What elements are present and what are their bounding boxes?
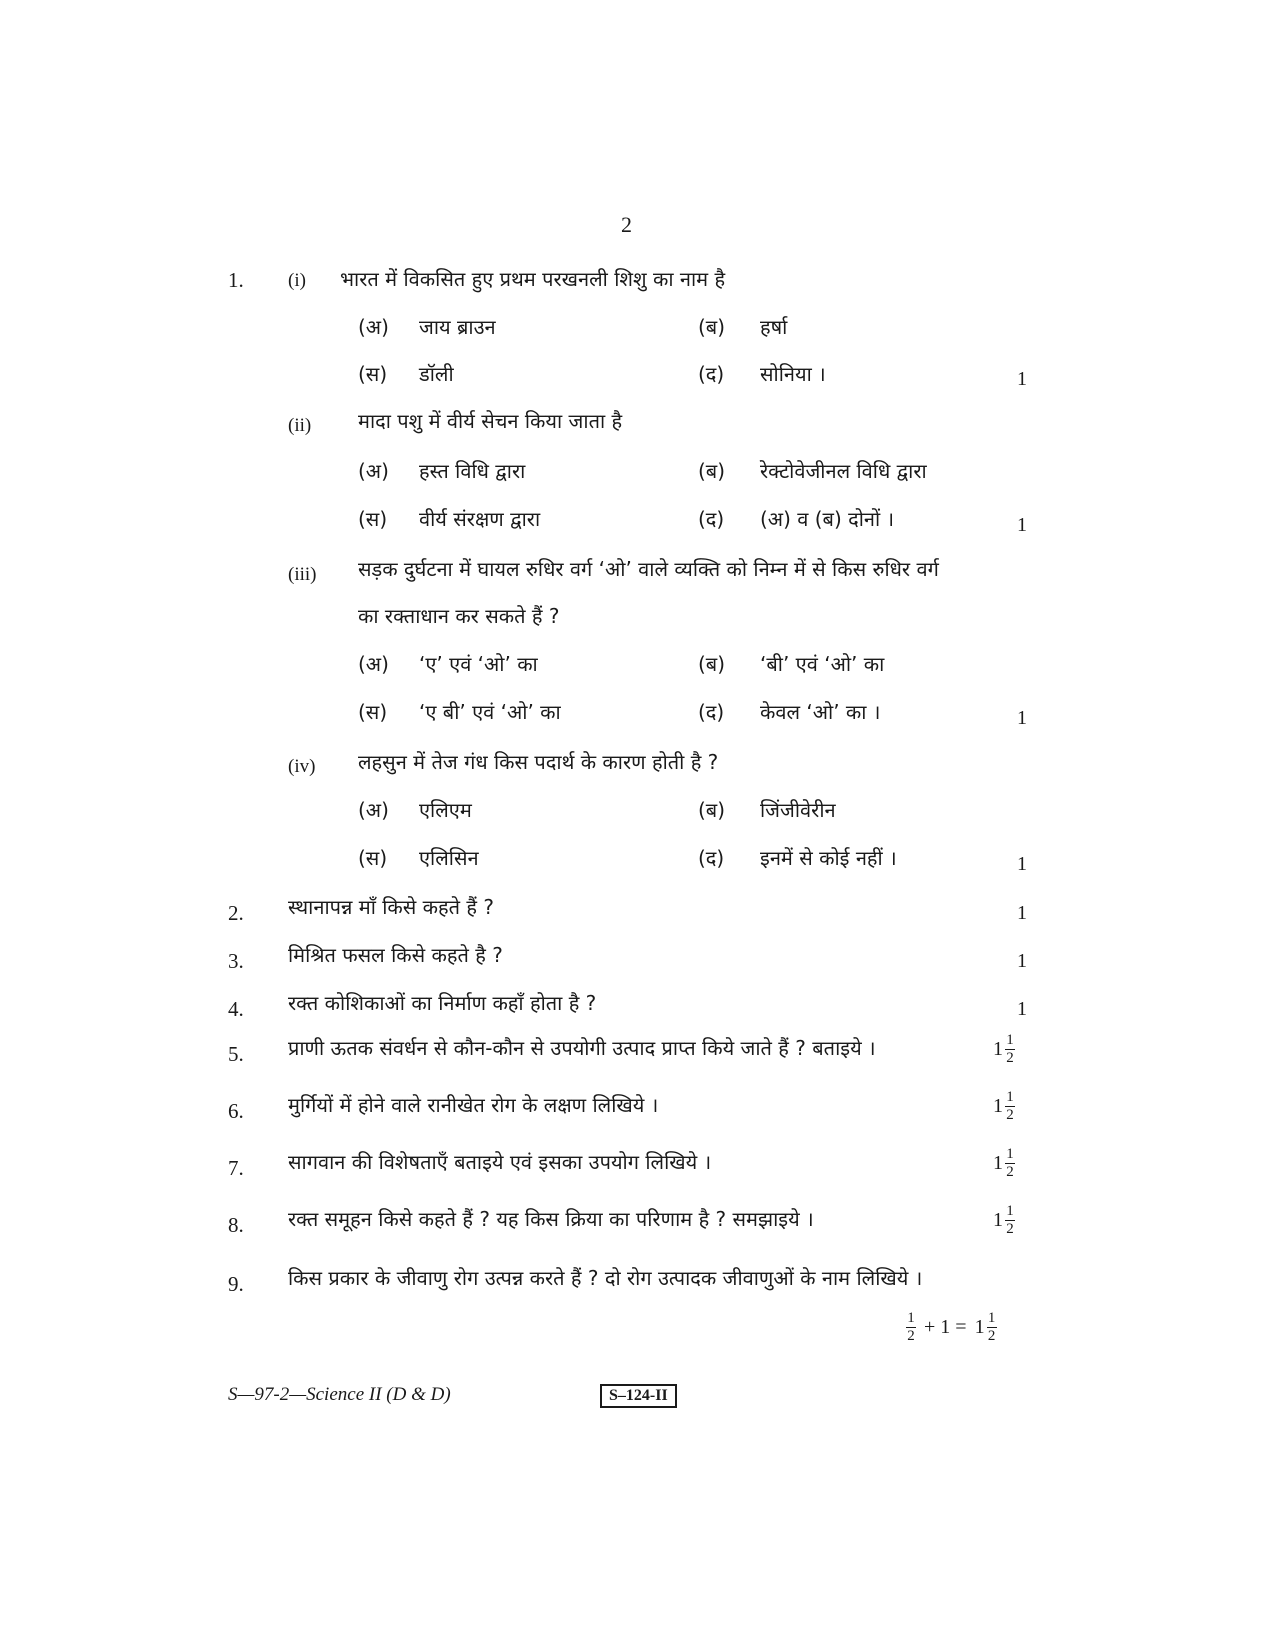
option-label: (स) — [358, 507, 388, 531]
option-label: (अ) — [358, 459, 389, 483]
page-number: 2 — [621, 212, 632, 237]
marks-plus-equals: + 1 = — [924, 1316, 967, 1338]
option-text: डॉली — [419, 362, 454, 386]
option-text: ‘ए’ एवं ‘ओ’ का — [419, 652, 538, 676]
option-text: ‘बी’ एवं ‘ओ’ का — [760, 652, 885, 676]
option-label: (द) — [698, 846, 725, 870]
marks-whole: 1 — [993, 1152, 1003, 1174]
marks-mixed-fraction — [993, 1146, 1015, 1181]
option-label: (अ) — [358, 315, 389, 339]
option-label: (द) — [698, 700, 725, 724]
subpart-label: (iii) — [288, 564, 317, 585]
marks-expression — [906, 1310, 997, 1345]
marks-fraction — [1005, 1032, 1015, 1067]
question-text: रक्त कोशिकाओं का निर्माण कहाँ होता है ? — [288, 991, 597, 1015]
question-text: प्राणी ऊतक संवर्धन से कौन-कौन से उपयोगी उत्पाद प्राप्त किये जाते हैं ? बताइये । — [288, 1036, 876, 1060]
question-text: किस प्रकार के जीवाणु रोग उत्पन्न करते हैं ? दो रोग उत्पादक जीवाणुओं के नाम लिखिये । — [288, 1266, 923, 1290]
fraction-numerator: 1 — [907, 1310, 915, 1326]
subpart-text-line1: सड़क दुर्घटना में घायल रुधिर वर्ग ‘ओ’ वाले व्यक्ति को निम्न में से किस रुधिर वर्ग — [358, 557, 939, 581]
question-text: रक्त समूहन किसे कहते हैं ? यह किस क्रिया का परिणाम है ? समझाइये । — [288, 1207, 814, 1231]
subpart-text: भारत में विकसित हुए प्रथम परखनली शिशु का नाम है — [340, 267, 726, 291]
option-label: (ब) — [698, 315, 726, 339]
marks-mixed-fraction — [993, 1203, 1015, 1238]
marks-whole: 1 — [974, 1316, 985, 1338]
subpart-label: (ii) — [288, 415, 312, 436]
marks: 1 — [1017, 902, 1027, 924]
marks-fraction — [1005, 1203, 1015, 1238]
fraction-denominator: 2 — [907, 1328, 915, 1344]
option-label: (ब) — [698, 652, 726, 676]
marks-mixed-fraction — [993, 1032, 1015, 1067]
marks-whole: 1 — [993, 1209, 1003, 1231]
question-number: 4. — [228, 997, 244, 1021]
fraction-numerator: 1 — [1006, 1032, 1014, 1048]
marks-mixed-fraction — [993, 1089, 1015, 1124]
option-text: रेक्टोवेजीनल विधि द्वारा — [760, 459, 927, 483]
marks: 1 — [1017, 514, 1027, 536]
option-label: (स) — [358, 846, 388, 870]
option-label: (द) — [698, 507, 725, 531]
question-number: 3. — [228, 949, 244, 973]
option-label: (ब) — [698, 459, 726, 483]
option-text: जिंजीवेरीन — [760, 798, 836, 822]
marks: 1 — [1017, 707, 1027, 729]
question-text: मुर्गियों में होने वाले रानीखेत रोग के लक्षण लिखिये । — [288, 1093, 659, 1117]
question-number: 2. — [228, 901, 244, 925]
fraction-denominator: 2 — [1006, 1107, 1014, 1123]
marks: 1 — [1017, 368, 1027, 390]
fraction-denominator: 2 — [1006, 1050, 1014, 1066]
question-number: 6. — [228, 1099, 244, 1123]
option-text: सोनिया । — [760, 362, 826, 386]
fraction-numerator: 1 — [1006, 1203, 1014, 1219]
question-text: मिश्रित फसल किसे कहते है ? — [288, 943, 503, 967]
option-text: जाय ब्राउन — [419, 315, 496, 339]
option-text: वीर्य संरक्षण द्वारा — [419, 507, 541, 531]
fraction-denominator: 2 — [1006, 1164, 1014, 1180]
subpart-label: (i) — [288, 270, 306, 291]
option-text: इनमें से कोई नहीं । — [760, 846, 897, 870]
fraction-denominator: 2 — [1006, 1221, 1014, 1237]
option-text: (अ) व (ब) दोनों । — [760, 507, 895, 531]
marks: 1 — [1017, 998, 1027, 1020]
footer-paper-code: S—97-2—Science II (D & D) — [228, 1384, 451, 1405]
marks-fraction — [1005, 1146, 1015, 1181]
option-text: हस्त विधि द्वारा — [419, 459, 526, 483]
marks-whole: 1 — [993, 1038, 1003, 1060]
subpart-text-line2: का रक्ताधान कर सकते हैं ? — [358, 604, 560, 628]
marks-fraction — [987, 1310, 997, 1345]
marks: 1 — [1017, 950, 1027, 972]
fraction-denominator: 2 — [987, 1328, 996, 1344]
option-text: हर्षा — [760, 315, 788, 339]
subpart-text: मादा पशु में वीर्य सेचन किया जाता है — [358, 409, 623, 433]
option-label: (ब) — [698, 798, 726, 822]
option-text: एलिएम — [419, 798, 472, 822]
fraction-numerator: 1 — [987, 1310, 996, 1326]
question-text: सागवान की विशेषताएँ बताइये एवं इसका उपयोग लिखिये । — [288, 1150, 712, 1174]
question-number: 7. — [228, 1156, 244, 1180]
marks: 1 — [1017, 853, 1027, 875]
option-label: (अ) — [358, 798, 389, 822]
question-number: 8. — [228, 1213, 244, 1237]
subpart-label: (iv) — [288, 756, 316, 777]
footer-series-code: S–124-II — [600, 1384, 677, 1408]
option-label: (द) — [698, 362, 725, 386]
question-number: 5. — [228, 1042, 244, 1066]
option-label: (स) — [358, 700, 388, 724]
option-text: केवल ‘ओ’ का । — [760, 700, 881, 724]
question-number: 9. — [228, 1272, 244, 1296]
question-text: स्थानापन्न माँ किसे कहते हैं ? — [288, 895, 494, 919]
marks-whole: 1 — [993, 1095, 1003, 1117]
question-number: 1. — [228, 268, 244, 292]
fraction-numerator: 1 — [1006, 1089, 1014, 1105]
marks-fraction — [1005, 1089, 1015, 1124]
fraction-numerator: 1 — [1006, 1146, 1014, 1162]
option-text: एलिसिन — [419, 846, 479, 870]
option-label: (स) — [358, 362, 388, 386]
marks-fraction — [906, 1310, 916, 1345]
option-text: ‘ए बी’ एवं ‘ओ’ का — [419, 700, 561, 724]
option-label: (अ) — [358, 652, 389, 676]
subpart-text: लहसुन में तेज गंध किस पदार्थ के कारण होती है ? — [358, 750, 719, 774]
